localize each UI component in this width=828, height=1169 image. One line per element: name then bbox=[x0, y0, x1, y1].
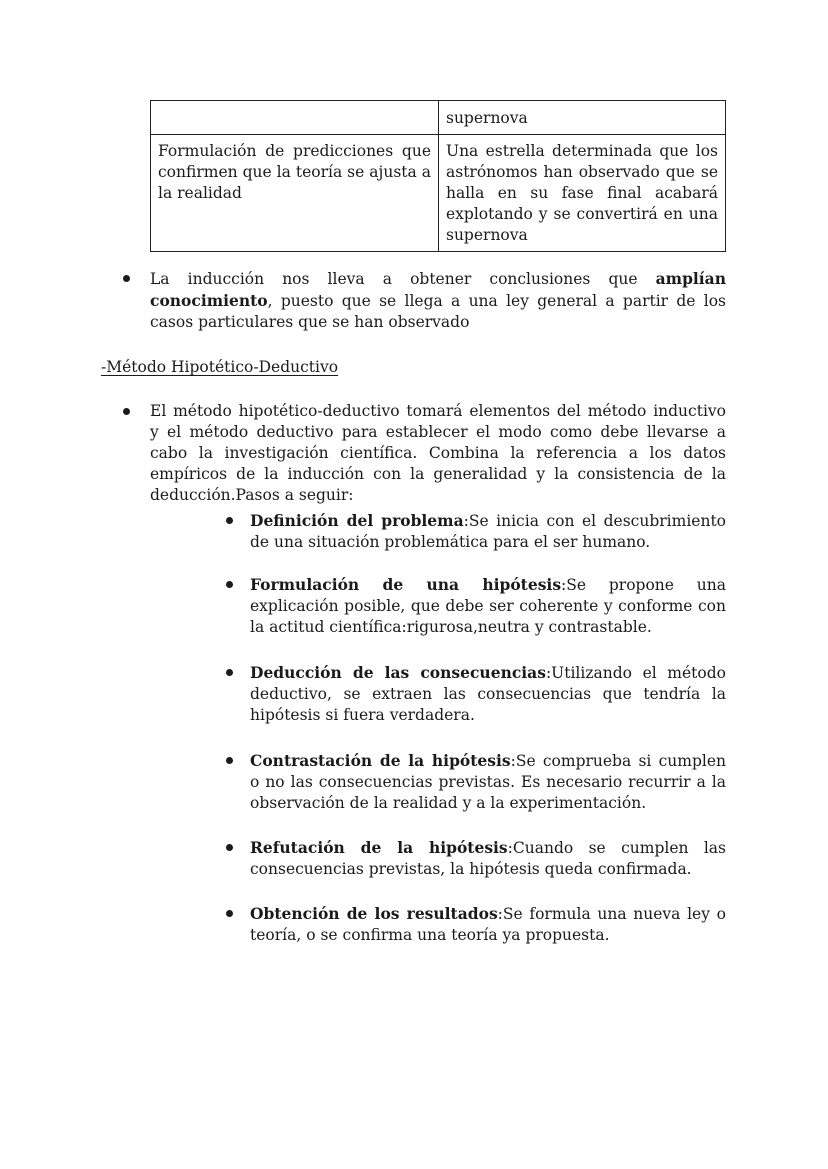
step-item bbox=[250, 510, 726, 553]
section-heading: -Método Hipotético-Deductivo bbox=[101, 358, 339, 376]
step-title: Refutación de la hipótesis bbox=[250, 838, 508, 857]
step-item bbox=[250, 574, 726, 638]
bullet-icon bbox=[226, 844, 233, 851]
step-text: :Se comprueba si cumplen o no las consecuencias previstas. Es necesario recurrir a la observación de la realidad y a la experimentación. bbox=[250, 752, 726, 812]
step-text: :Se propone una explicación posible, que debe ser coherente y conforme con la actitud científica:rigurosa,neutra y contrastable. bbox=[250, 576, 726, 636]
step-title: Formulación de una hipótesis bbox=[250, 575, 562, 594]
step-item bbox=[250, 903, 726, 946]
bullet-icon bbox=[226, 581, 233, 588]
table-cell-step bbox=[151, 101, 439, 135]
bullet-icon bbox=[226, 517, 233, 524]
bullet-icon bbox=[226, 669, 233, 676]
step-item bbox=[250, 837, 726, 880]
bullet-icon bbox=[226, 910, 233, 917]
table-row bbox=[151, 101, 726, 135]
step-item bbox=[250, 662, 726, 726]
step-text: :Cuando se cumplen las consecuencias previstas, la hipótesis queda confirmada. bbox=[250, 839, 726, 878]
table-cell-example: supernova bbox=[439, 101, 726, 135]
emphasis-text: amplían conocimiento bbox=[150, 269, 726, 310]
bullet-icon bbox=[123, 275, 130, 282]
step-title: Definición del problema bbox=[250, 511, 464, 530]
step-text: :Se formula una nueva ley o teoría, o se confirma una teoría ya propuesta. bbox=[250, 905, 726, 944]
step-item bbox=[250, 750, 726, 814]
step-title: Contrastación de la hipótesis bbox=[250, 751, 511, 770]
bullet-icon bbox=[123, 408, 130, 415]
step-title: Obtención de los resultados bbox=[250, 904, 498, 923]
bullet-text: El método hipotético-deductivo tomará elementos del método inductivo y el método deductivo para establecer el modo como debe llevarse a cabo la investigación científica. Combina la referencia a los datos empíricos de la inducción con la generalidad y la consistencia de la deducción.Pasos a seguir: bbox=[150, 402, 726, 504]
table-row bbox=[151, 135, 726, 252]
method-steps-table bbox=[150, 100, 726, 252]
table-cell-example: Una estrella determinada que los astrónomos han observado que se halla en su fase final acabará explotando y se convertirá en una supernova bbox=[439, 135, 726, 252]
step-text: :Se inicia con el descubrimiento de una situación problemática para el ser humano. bbox=[250, 512, 727, 551]
step-text: :Utilizando el método deductivo, se extraen las consecuencias que tendría la hipótesis si fuera verdadera. bbox=[250, 664, 726, 724]
method-intro-bullet bbox=[150, 401, 726, 506]
bullet-text: La inducción nos lleva a obtener conclusiones que amplían conocimiento, puesto que se llega a una ley general a partir de los casos particulares que se han observado bbox=[150, 269, 726, 331]
step-title: Deducción de las consecuencias bbox=[250, 663, 546, 682]
bullet-icon bbox=[226, 757, 233, 764]
table-cell-step: Formulación de predicciones que confirmen que la teoría se ajusta a la realidad bbox=[151, 135, 439, 252]
induction-bullet bbox=[150, 268, 726, 333]
